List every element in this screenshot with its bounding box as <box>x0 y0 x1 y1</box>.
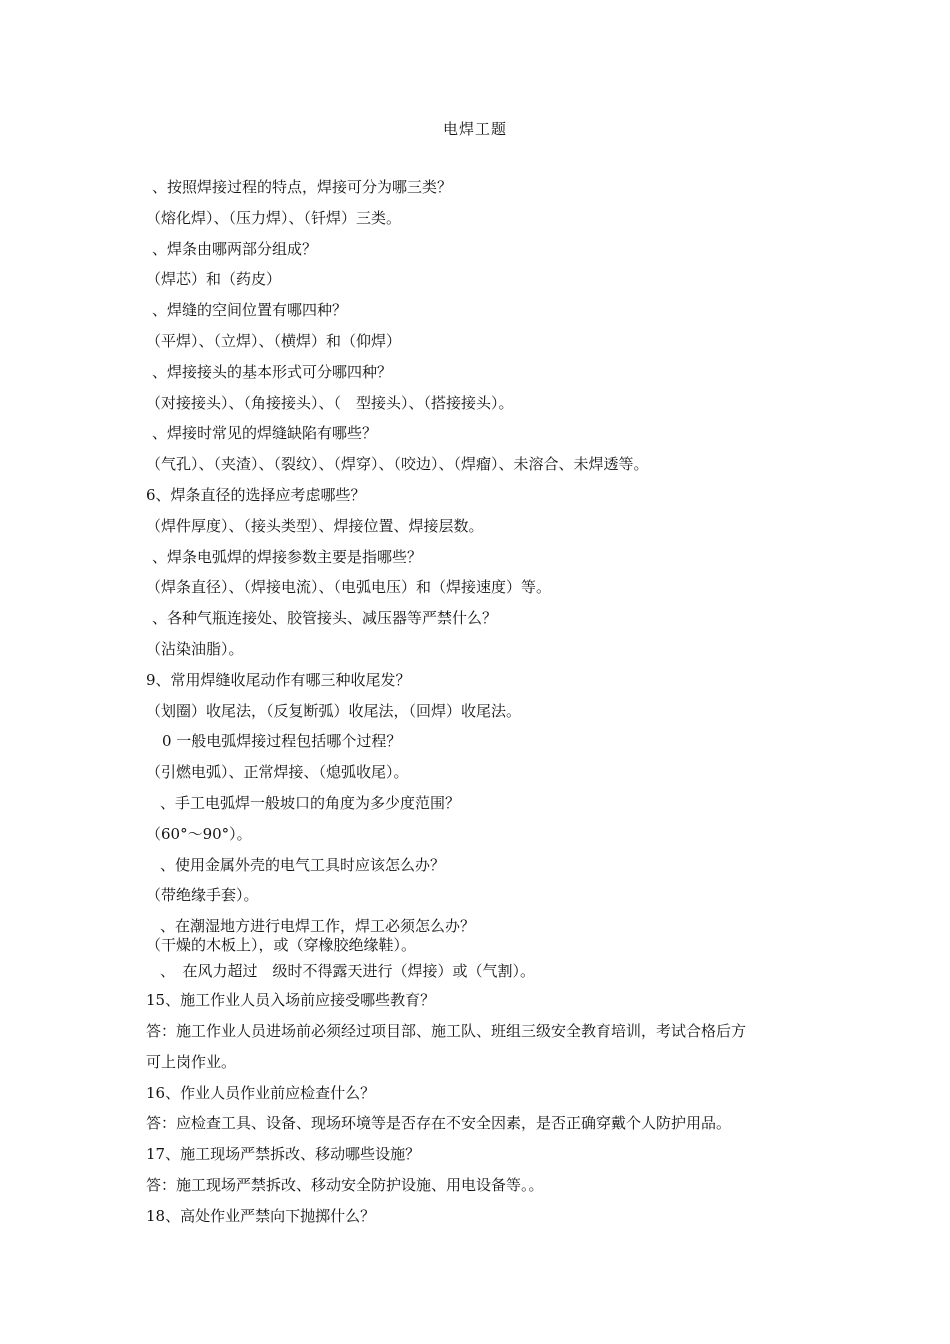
answer-2: （焊芯）和（药皮） <box>146 270 282 289</box>
answer-3: （平焊）、（立焊）、（横焊）和（仰焊） <box>146 331 402 350</box>
answer-9: （划圈）收尾法，（反复断弧）收尾法，（回焊）收尾法。 <box>146 701 522 720</box>
question-15: 15、施工作业人员入场前应接受哪些教育？ <box>146 991 436 1010</box>
question-2: 、焊条由哪两部分组成？ <box>152 239 318 258</box>
answer-10: （引燃电弧）、正常焊接、（熄弧收尾）。 <box>146 763 409 782</box>
answer-15-line-1: 答：施工作业人员进场前必须经过项目部、施工队、班组三级安全教育培训，考试合格后方 <box>146 1021 747 1040</box>
answer-13: （干燥的木板上），或（穿橡胶绝缘鞋）。 <box>146 936 417 955</box>
question-7: 、焊条电弧焊的焊接参数主要是指哪些？ <box>152 547 423 566</box>
question-8: 、各种气瓶连接处、胶管接头、减压器等严禁什么？ <box>152 609 498 628</box>
question-4: 、焊接接头的基本形式可分哪四种？ <box>152 362 393 381</box>
question-17: 17、施工现场严禁拆改、移动哪些设施？ <box>146 1145 421 1164</box>
answer-6: （焊件厚度）、（接头类型）、焊接位置、焊接层数。 <box>146 516 484 535</box>
answer-7: （焊条直径）、（焊接电流）、（电弧电压）和（焊接速度）等。 <box>146 578 552 597</box>
question-13: 、在潮湿地方进行电焊工作，焊工必须怎么办？ <box>160 917 476 936</box>
answer-5: （气孔）、（夹渣）、（裂纹）、（焊穿）、（咬边）、（焊瘤）、未溶合、未焊透等。 <box>146 455 649 474</box>
question-18: 18、高处作业严禁向下抛掷什么？ <box>146 1206 376 1225</box>
question-6: 6、焊条直径的选择应考虑哪些？ <box>146 485 366 504</box>
question-12: 、使用金属外壳的电气工具时应该怎么办？ <box>160 855 446 874</box>
question-10: 0 一般电弧焊接过程包括哪个过程？ <box>162 732 402 751</box>
answer-15-line-2: 可上岗作业。 <box>146 1052 237 1071</box>
answer-1: （熔化焊）、（压力焊）、（钎焊）三类。 <box>146 208 402 227</box>
question-9: 9、常用焊缝收尾动作有哪三种收尾发？ <box>146 670 411 689</box>
question-11: 、手工电弧焊一般坡口的角度为多少度范围？ <box>160 793 461 812</box>
question-16: 16、作业人员作业前应检查什么？ <box>146 1083 376 1102</box>
answer-12: （带绝缘手套）。 <box>146 886 259 905</box>
question-list <box>146 172 826 1232</box>
question-3: 、焊缝的空间位置有哪四种？ <box>152 301 348 320</box>
answer-8: （沾染油脂）。 <box>146 639 244 658</box>
question-14: 、 在风力超过 级时不得露天进行（焊接）或（气割）。 <box>160 962 536 981</box>
answer-17: 答：施工现场严禁拆改、移动安全防护设施、用电设备等。。 <box>146 1175 544 1194</box>
question-5: 、焊接时常见的焊缝缺陷有哪些？ <box>152 424 378 443</box>
question-1: 、按照焊接过程的特点，焊接可分为哪三类？ <box>152 178 453 196</box>
answer-4: （对接接头）、（角接接头）、（ 型接头）、（搭接接头）。 <box>146 393 514 412</box>
document-title: 电焊工题 <box>442 120 507 138</box>
answer-11: （60°～90°）。 <box>146 824 252 843</box>
answer-16: 答：应检查工具、设备、现场环境等是否存在不安全因素，是否正确穿戴个人防护用品。 <box>146 1114 732 1133</box>
